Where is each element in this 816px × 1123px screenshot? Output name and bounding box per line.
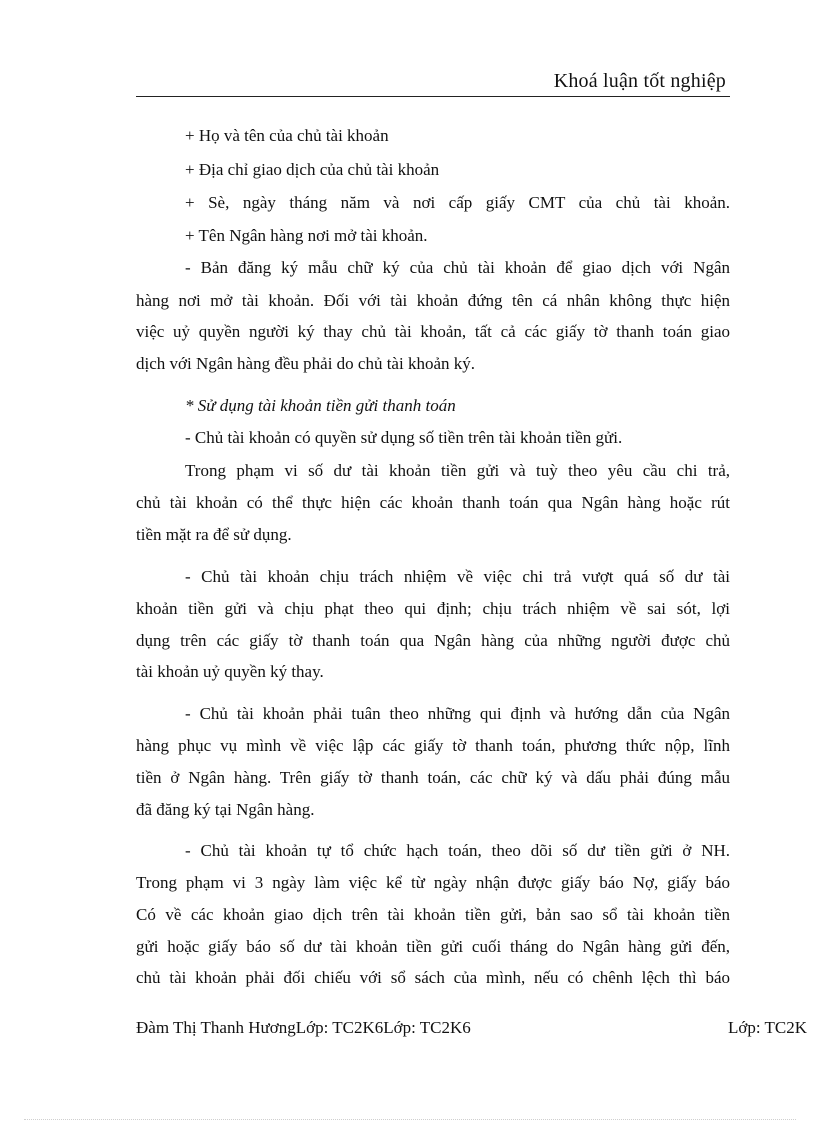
section-heading: * Sử dụng tài khoản tiền gửi thanh toán — [185, 396, 456, 415]
text-line: gửi hoặc giấy báo số dư tài khoản tiền gửi cuối tháng do Ngân hàng gửi đến, — [136, 937, 730, 956]
text-line: Trong phạm vi số dư tài khoản tiền gửi và tuỳ theo yêu cầu chi trả, — [185, 461, 730, 480]
text-line: đã đăng ký tại Ngân hàng. — [136, 800, 315, 819]
text-line: hàng phục vụ mình về việc lập các giấy tờ thanh toán, phương thức nộp, lĩnh — [136, 736, 730, 755]
footer-class-label: Lớp: TC2K — [728, 1018, 808, 1037]
header-title: Khoá luận tốt nghiệp — [553, 70, 726, 92]
text-line: + Họ và tên của chủ tài khoản — [185, 126, 389, 145]
text-line: - Bản đăng ký mẫu chữ ký của chủ tài khoản để giao dịch với Ngân — [185, 258, 730, 277]
text-line: hàng nơi mở tài khoản. Đối với tài khoản đứng tên cá nhân không thực hiện — [136, 291, 730, 310]
text-line: - Chủ tài khoản phải tuân theo những qui định và hướng dẫn của Ngân — [185, 704, 730, 723]
text-line: tiền ở Ngân hàng. Trên giấy tờ thanh toán, các chữ ký và dấu phải đúng mẫu — [136, 768, 730, 787]
text-line: dụng trên các giấy tờ thanh toán qua Ngân hàng của những người được chủ — [136, 631, 730, 650]
footer-author-class: Đàm Thị Thanh HươngLớp: TC2K6Lớp: TC2K6 — [136, 1018, 471, 1037]
text-line: - Chủ tài khoản có quyền sử dụng số tiền trên tài khoản tiền gửi. — [185, 428, 623, 447]
text-line: khoản tiền gửi và chịu phạt theo qui định; chịu trách nhiệm về sai sót, lợi — [136, 599, 730, 618]
page-footer — [136, 1018, 816, 1038]
text-line: chủ tài khoản phải đối chiếu với sổ sách của mình, nếu có chênh lệch thì báo — [136, 968, 730, 987]
text-line: + Sè, ngày tháng năm và nơi cấp giấy CMT của chủ tài khoản. — [185, 193, 730, 212]
text-line: tiền mặt ra để sử dụng. — [136, 525, 292, 544]
text-line: + Địa chỉ giao dịch của chủ tài khoản — [185, 160, 440, 179]
text-line: - Chủ tài khoản chịu trách nhiệm về việc chi trả vượt quá số dư tài — [185, 567, 730, 586]
text-line: việc uỷ quyền người ký thay chủ tài khoản, tất cả các giấy tờ thanh toán giao — [136, 322, 730, 341]
text-line: Trong phạm vi 3 ngày làm việc kể từ ngày nhận được giấy báo Nợ, giấy báo — [136, 873, 730, 892]
text-line: Có về các khoản giao dịch trên tài khoản tiền gửi, bản sao sổ tài khoản tiền — [136, 905, 730, 924]
page-header — [136, 66, 730, 97]
text-line: tài khoản uỷ quyền ký thay. — [136, 662, 324, 681]
text-line: - Chủ tài khoản tự tổ chức hạch toán, theo dõi số dư tiền gửi ở NH. — [185, 841, 730, 860]
text-line: chủ tài khoản có thể thực hiện các khoản thanh toán qua Ngân hàng hoặc rút — [136, 493, 730, 512]
text-line: dịch với Ngân hàng đều phải do chủ tài khoản ký. — [136, 354, 475, 373]
text-line: + Tên Ngân hàng nơi mở tài khoản. — [185, 226, 428, 245]
page-bottom-divider — [24, 1119, 796, 1120]
